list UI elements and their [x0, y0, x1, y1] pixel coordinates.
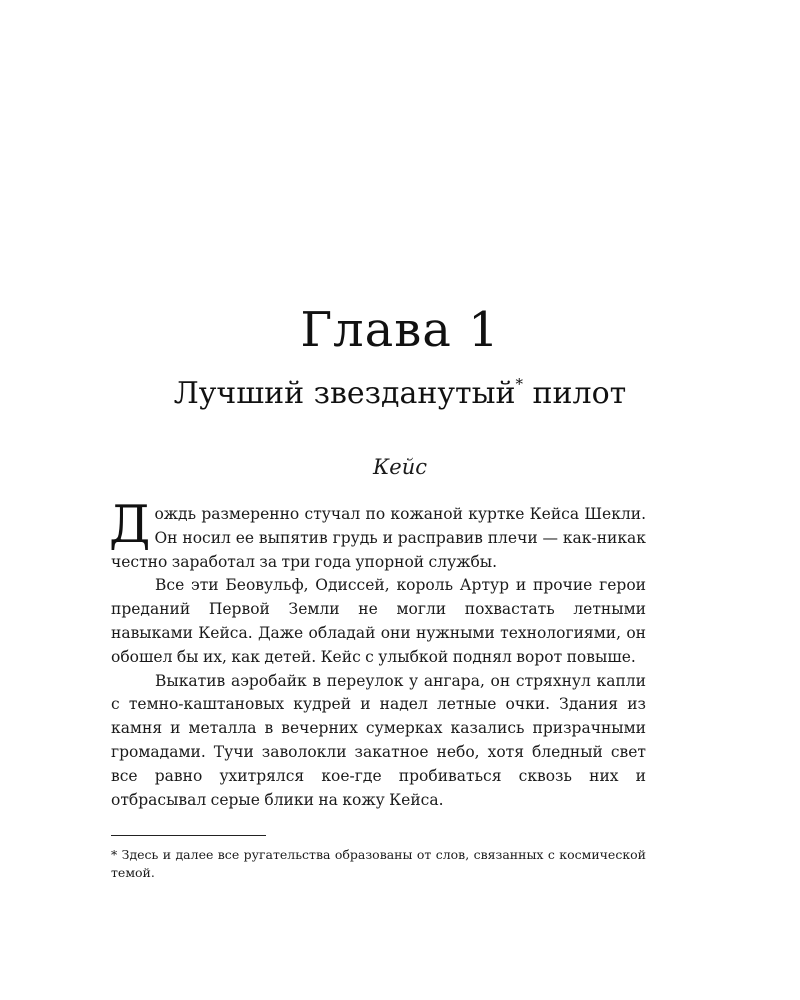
- footnote-divider: [111, 835, 266, 836]
- footnote-marker: *: [515, 375, 524, 393]
- chapter-title: [0, 372, 800, 416]
- drop-cap: Д: [109, 496, 151, 555]
- footnote: * Здесь и далее все ругательства образованы от слов, связанных с космической темой.: [111, 847, 646, 880]
- chapter-title-text: Лучший звезданутый: [173, 376, 516, 411]
- paragraph: Выкатив аэробайк в переулок у ангара, он стряхнул капли с темно-каштановых кудрей и надел летные очки. Здания из камня и металла в вечерних сумерках казались призрачными громадами. Тучи заволокли закатное небо, хотя бледный свет все равно ухитрялся кое-где пробиваться сквозь них и отбрасывал серые блики на кожу Кейса.: [111, 671, 646, 809]
- paragraph: [109, 496, 646, 574]
- paragraph-text: ождь размеренно стучал по кожаной куртке Кейса Шекли. Он носил ее выпятив грудь и расправив плечи — как-никак честно заработал за три года упорной службы.: [111, 505, 646, 571]
- chapter-heading: Глава 1: [300, 302, 500, 358]
- paragraph: Все эти Беовульф, Одиссей, король Артур и прочие герои преданий Первой Земли не могли похвастать летными навыками Кейса. Даже обладай они нужными технологиями, он обошел бы их, как детей. Кейс с улыбкой поднял ворот повыше.: [111, 576, 646, 666]
- chapter-title-end: пилот: [523, 376, 627, 411]
- section-name: Кейс: [373, 455, 427, 479]
- body-text: [109, 496, 646, 812]
